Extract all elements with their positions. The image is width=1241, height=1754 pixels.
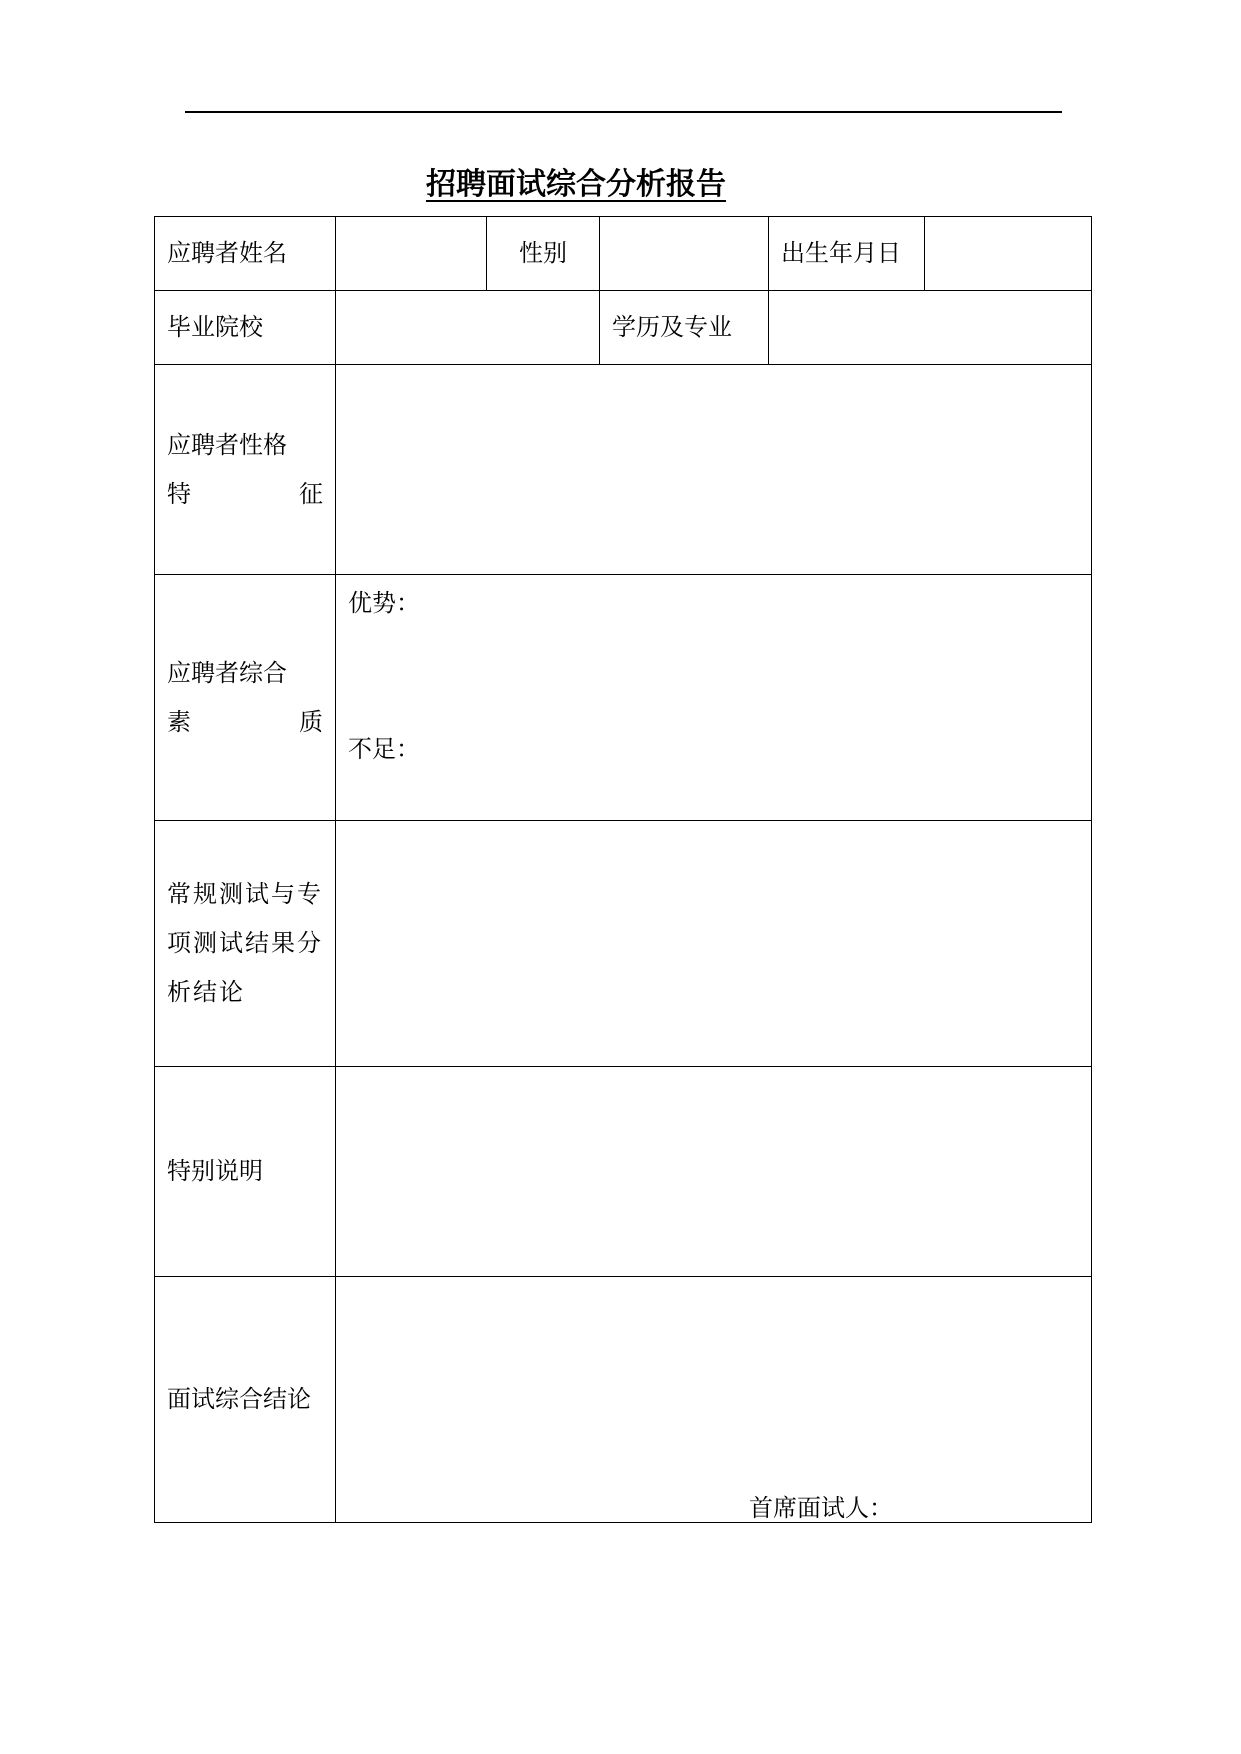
gender-label: 性别 <box>487 217 600 291</box>
school-label: 毕业院校 <box>155 291 336 365</box>
gender-value-cell[interactable] <box>600 217 769 291</box>
quality-label-char-1: 素 <box>167 707 191 736</box>
row-special-notes <box>155 1067 1092 1277</box>
education-value-cell[interactable] <box>769 291 1092 365</box>
personality-label <box>155 365 336 575</box>
row-basic-info <box>155 217 1092 291</box>
weaknesses-label: 不足： <box>348 735 420 763</box>
test-analysis-value-cell[interactable] <box>336 821 1092 1067</box>
row-personality <box>155 365 1092 575</box>
special-notes-value-cell[interactable] <box>336 1067 1092 1277</box>
name-label: 应聘者姓名 <box>155 217 336 291</box>
report-form-table <box>154 216 1092 1523</box>
school-value-cell[interactable] <box>336 291 600 365</box>
birthdate-label: 出生年月日 <box>769 217 925 291</box>
personality-value-cell[interactable] <box>336 365 1092 575</box>
quality-label <box>155 575 336 821</box>
special-notes-label: 特别说明 <box>155 1067 336 1277</box>
birthdate-value-cell[interactable] <box>925 217 1092 291</box>
education-label: 学历及专业 <box>600 291 769 365</box>
row-quality <box>155 575 1092 821</box>
test-analysis-label: 常规测试与专项测试结果分析结论 <box>155 821 336 1067</box>
strengths-label: 优势： <box>348 589 420 617</box>
name-value-cell[interactable] <box>336 217 487 291</box>
conclusion-label: 面试综合结论 <box>155 1277 336 1523</box>
quality-value-cell[interactable] <box>336 575 1092 821</box>
document-title: 招聘面试综合分析报告 <box>426 167 726 202</box>
row-conclusion <box>155 1277 1092 1523</box>
personality-label-line2 <box>167 470 323 519</box>
quality-label-char-2: 质 <box>299 707 323 736</box>
header-rule <box>185 111 1062 113</box>
row-education <box>155 291 1092 365</box>
quality-label-line1: 应聘者综合 <box>167 658 287 687</box>
row-test-analysis <box>155 821 1092 1067</box>
personality-label-char-2: 征 <box>299 479 323 508</box>
conclusion-value-cell[interactable] <box>336 1277 1092 1523</box>
chief-interviewer-label: 首席面试人： <box>749 1494 893 1522</box>
personality-label-char-1: 特 <box>167 479 191 508</box>
quality-label-line2 <box>167 698 323 747</box>
personality-label-line1: 应聘者性格 <box>167 430 287 459</box>
